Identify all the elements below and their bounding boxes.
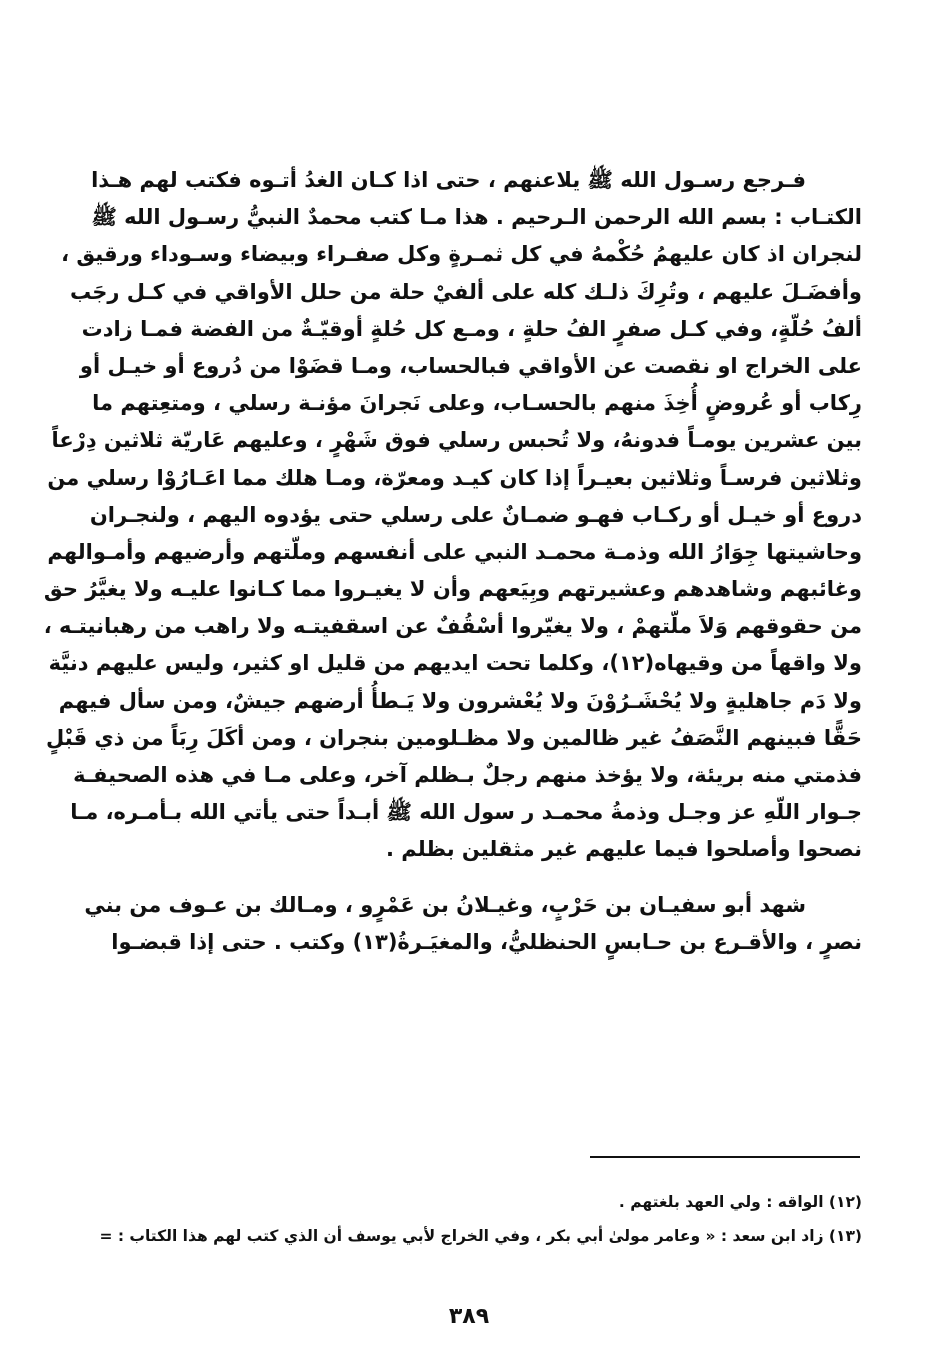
footnotes — [99, 1185, 862, 1253]
text-line: وأفضَـلَ عليهم ، وتُرِكَ ذلـك كله على ألفيْ حلة من حلل الأواقي في كـل رجَب — [69, 279, 862, 304]
text-line: من حقوقهم وَلاَ ملّتهمْ ، ولا يغيّروا أسْقُفٌ عن اسقفيتـه ولا راهب من رهبانيتـه ، — [43, 614, 862, 639]
footnote-divider — [590, 1156, 860, 1158]
text-line: حَقًّا فبينهم النَّصَفُ غير ظالمين ولا مظـلومين بنجران ، ومن أكَلَ رِبَاً من ذي قَبْلٍ — [46, 725, 862, 750]
text-line: فذمتي منه بريئة، ولا يؤخذ منهم رجلٌ بـظلم آخر، وعلى مـا في هذه الصحيفـة — [73, 763, 862, 787]
text-line: وغائبهم وشاهدهم وعشيرتهم وبِيَعهم وأن لا يغيـروا مما كـانوا عليـه ولا يغيَّرُ حق — [43, 577, 862, 602]
text-line: وحاشيتها جِوَارُ الله وذمـة محمـد النبي على أنفسهم وملّتهم وأرضيهم وأمـوالهم — [47, 539, 862, 564]
text-line: ألفُ حُلّةٍ، وفي كـل صفرٍ الفُ حلةٍ ، ومـع كل حُلةٍ أوقيّـةٌ من الفضة فمـا زادت — [81, 316, 862, 341]
body-text — [43, 162, 862, 961]
text-line: جـوار اللّهِ عز وجـل وذمةُ محمـد ر سول الله ﷺ أبـداً حتى يأتي الله بـأمـره، مـا — [70, 800, 862, 825]
paragraph-1 — [43, 162, 862, 869]
text-line: وثلاثين فرسـاً وثلاثين بعيـراً إذا كان كيـد ومعرّة، ومـا هلك مما اعَـارُوْا رسلي من — [47, 465, 862, 490]
text-line: الكتـاب : بسم الله الرحمن الـرحيم . هذا مـا كتب محمدٌ النبيُّ رسـول الله ﷺ — [91, 205, 862, 230]
text-line: دروع أو خيـل أو ركـاب فهـو ضمـانٌ على رسلي حتى يؤدوه اليهم ، ولنجـران — [89, 502, 862, 527]
text-line: نصرٍ ، والأقـرع بن حـابسٍ الحنظليُّ، والمغيَـرةُ(١٣) وكتب . حتى إذا قبضـوا — [111, 929, 862, 954]
text-line: رِكاب أو عُروضٍ أُخِذَ منهم بالحسـاب، وعلى نَجرانَ مؤنـة رسلي ، ومتعِتهم ما — [92, 391, 862, 416]
text-line: على الخراج او نقصت عن الأواقي فبالحساب، ومـا قضَوْا من دُروع أو خيـل أو — [79, 353, 862, 378]
text-line: نصحوا وأصلحوا فيما عليهم غير مثقلين بظلم . — [385, 837, 862, 862]
text-line: ولا دَم جاهليةٍ ولا يُحْشَـرُوْنَ ولا يُعْشرون ولا يَـطأُ أرضهم جيشٌ، ومن سأل فيهم — [58, 688, 862, 713]
paragraph-gap — [120, 869, 862, 887]
page-number: ٣٨٩ — [448, 1304, 490, 1329]
text-line: ولا واقهاً من وقيهاه(١٢)، وكلما تحت ايديهم من قليل او كثير، وليس عليهم دنيَّة — [48, 651, 862, 676]
text-line: شهد أبو سفيـان بن حَرْبٍ، وغيـلانُ بن عَمْرٍو ، ومـالك بن عـوف من بني — [84, 892, 806, 917]
paragraph-2 — [84, 887, 862, 961]
footnote-13: (١٣) زاد ابن سعد : « وعامر مولىٰ أبي بكر ، وفي الخراج لأبي يوسف أن الذي كتب لهم هذا الكتاب : = — [99, 1227, 862, 1245]
footnote-12: (١٢) الواقه : ولي العهد بلغتهم . — [618, 1193, 862, 1211]
text-line: بين عشرين يومـاً فدونهُ، ولا تُحبس رسلي فوق شَهْرٍ ، وعليهم عَاريّة ثلاثين دِرْعاً — [51, 428, 862, 453]
text-line: لنجران اذ كان عليهمُ حُكْمهُ في كل ثمـرةٍ وكل صفـراء وبيضاء وسـوداء ورقيق ، — [61, 242, 862, 267]
text-line: فـرجع رسـول الله ﷺ يلاعنهم ، حتى اذا كـان الغدُ أتـوه فكتب لهم هـذا — [91, 168, 806, 192]
